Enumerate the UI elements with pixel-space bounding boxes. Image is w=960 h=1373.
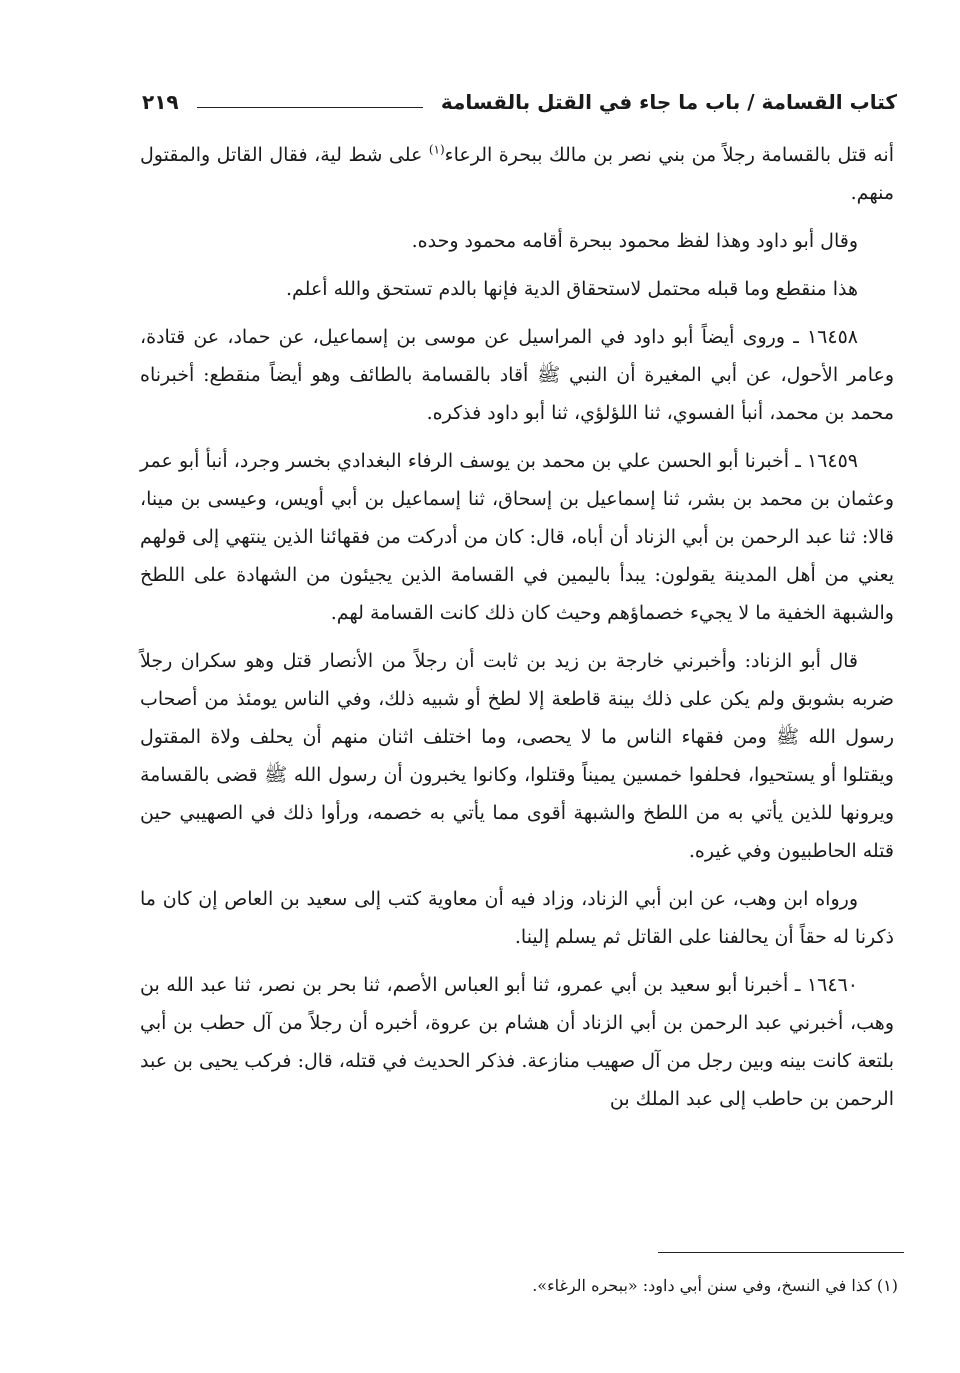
paragraph-1-text: أنه قتل بالقسامة رجلاً من بني نصر بن مالك ببحرة الرعاء (444, 144, 894, 166)
paragraph-1 (140, 136, 894, 212)
page-header (142, 78, 897, 126)
hadith-number: ١٦٤٦٠ (806, 974, 858, 996)
header-rule (197, 107, 423, 108)
paragraph-1-text-cont: على شط لية، فقال القاتل والمقتول منهم. (140, 144, 894, 204)
paragraph-7: ورواه ابن وهب، عن ابن أبي الزناد، وزاد فيه أن معاوية كتب إلى سعيد بن العاص إن كان ما ذكرنا له حقاً أن يحالفنا على القاتل ثم يسلم إلينا. (140, 888, 894, 948)
hadith-16458 (140, 318, 894, 432)
hadith-text: ـ أخبرنا أبو الحسن علي بن محمد بن يوسف الرفاء البغدادي بخسر وجرد، أنبأ أبو عمر وعثمان بن محمد بن بشر، ثنا إسماعيل بن إسحاق، ثنا إسماعيل بن أبي أويس، وعيسى بن مينا، قالا: ثنا عبد الرحمن بن أبي الزناد أن أباه، قال: كان من أدركت من فقهائنا الذين ينتهي إلى قولهم يعني من أهل المدينة يقولون: يبدأ باليمين في القسامة الذين يجيئون من الشهادة على اللطخ والشبهة الخفية ما لا يجيء خصماؤهم وحيث كان ذلك كانت القسامة لهم. (140, 450, 894, 624)
hadith-number: ١٦٤٥٩ (806, 450, 858, 472)
paragraph-6: قال أبو الزناد: وأخبرني خارجة بن زيد بن ثابت أن رجلاً من الأنصار قتل وهو سكران رجلاً ضربه بشوبق ولم يكن على ذلك بينة قاطعة إلا لطخ أو شبيه ذلك، وفي الناس يومئذ من أصحاب رسول الله ﷺ ومن فقهاء الناس ما لا يحصى، وما اختلف اثنان منهم أن يحلف ولاة المقتول ويقتلوا أو يستحيوا، فحلفوا خمسين يميناً وقتلوا، وكانوا يخبرون أن رسول الله ﷺ قضى بالقسامة ويرونها للذين يأتي به من اللطخ والشبهة أقوى مما يأتي به خصمه، ورأوا ذلك في الصهيبي حين قتله الحاطبيون وفي غيره. (140, 650, 894, 862)
hadith-text: ـ وروى أيضاً أبو داود في المراسيل عن موسى بن إسماعيل، عن حماد، عن قتادة، وعامر الأحول، عن أبي المغيرة أن النبي ﷺ أقاد بالقسامة بالطائف وهو أيضاً منقطع: أخبرناه محمد بن محمد، أنبأ الفسوي، ثنا اللؤلؤي، ثنا أبو داود فذكره. (140, 326, 894, 424)
footnote: (١) كذا في النسخ، وفي سنن أبي داود: «ببحره الرغاء». (532, 1276, 898, 1295)
footnote-ref: (١) (428, 142, 445, 157)
page-number: ٢١٩ (142, 90, 179, 114)
footnote-rule (658, 1252, 904, 1253)
paragraph-3: هذا منقطع وما قبله محتمل لاستحقاق الدية فإنها بالدم تستحق والله أعلم. (285, 278, 858, 300)
hadith-16459 (140, 442, 894, 632)
hadith-number: ١٦٤٥٨ (806, 326, 858, 348)
hadith-16460 (140, 966, 894, 1118)
paragraph-2: وقال أبو داود وهذا لفظ محمود ببحرة أقامه محمود وحده. (411, 230, 858, 252)
running-title: كتاب القسامة / باب ما جاء في القتل بالقسامة (440, 90, 897, 114)
hadith-text: ـ أخبرنا أبو سعيد بن أبي عمرو، ثنا أبو العباس الأصم، ثنا بحر بن نصر، ثنا عبد الله بن وهب، أخبرني عبد الرحمن بن أبي الزناد أن هشام بن عروة، أخبره أن رجلاً من آل حطب بن أبي بلتعة كانت بينه وبين رجل من آل صهيب منازعة. فذكر الحديث في قتله، قال: فركب يحيى بن عبد الرحمن بن حاطب إلى عبد الملك بن (140, 974, 894, 1110)
body-text (140, 136, 894, 1128)
